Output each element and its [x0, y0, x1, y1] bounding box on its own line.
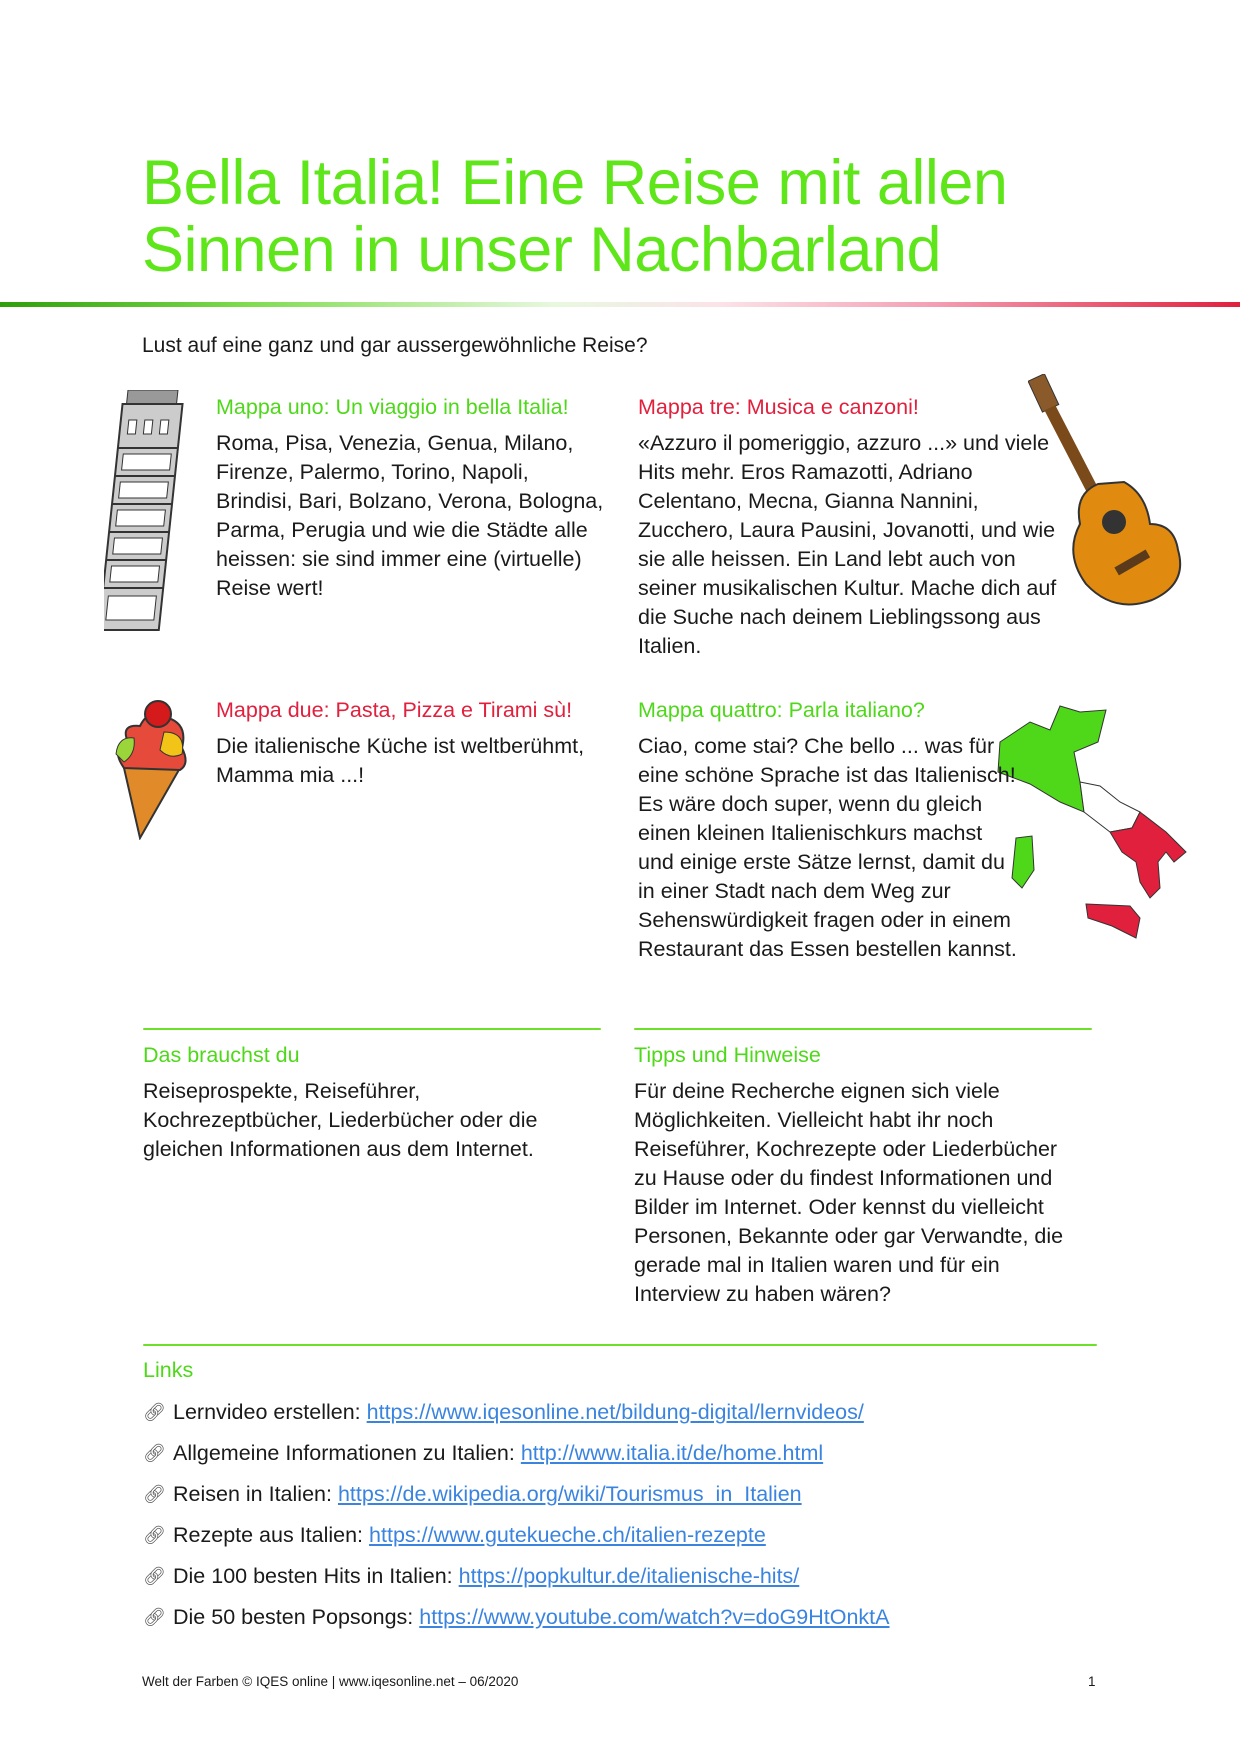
link-item — [143, 1392, 1103, 1433]
section-body: Roma, Pisa, Venezia, Genua, Milano, Firenze, Palermo, Torino, Napoli, Brindisi, Bari, Bolzano, Verona, Bologna, Parma, Perugia und wie die Städte alle heissen: sie sind immer eine (virtuelle) Reise wert! — [216, 431, 604, 600]
page-number: 1 — [1088, 1674, 1096, 1689]
link-url[interactable]: https://popkultur.de/italienische-hits/ — [458, 1564, 800, 1588]
link-item — [143, 1597, 1103, 1638]
link-item — [143, 1433, 1103, 1474]
section-body: Für deine Recherche eignen sich viele Möglichkeiten. Vielleicht habt ihr noch Reiseführer, Kochrezepte oder Liederbücher zu Hause oder du findest Informationen und Bilder im Internet. Oder kennst du vielleicht Personen, Bekannte oder gar Verwandte, die gerade mal in Italien waren und für ein Interview zu haben wären? — [634, 1079, 1064, 1306]
divider — [634, 1028, 1092, 1030]
section-heading: Das brauchst du — [143, 1043, 300, 1067]
link-icon: 🔗︎ — [143, 1443, 166, 1463]
leaning-tower-illustration — [104, 390, 200, 634]
section-mappa-tre — [638, 393, 1070, 661]
title-line-2: Sinnen in unser Nachbarland — [142, 215, 942, 285]
section-heading: Mappa quattro: Parla italiano? — [638, 698, 925, 722]
link-url[interactable]: https://www.iqesonline.net/bildung-digital/lernvideos/ — [366, 1400, 864, 1424]
section-body: Ciao, come stai? Che bello ... was für eine schöne Sprache ist das Italienisch! Es wäre doch super, wenn du gleich einen kleinen Italienischkurs machst und einige erste Sätze lernst, damit du in einer Stadt nach dem Weg zur Sehenswürdigkeit fragen oder in einem Restaurant das Essen bestellen kannst. — [638, 734, 1017, 961]
tips-section — [634, 1041, 1079, 1309]
link-url[interactable]: https://www.youtube.com/watch?v=doG9HtOnktA — [419, 1605, 890, 1629]
link-label: Die 50 besten Popsongs: — [173, 1605, 414, 1629]
links-section — [143, 1356, 1103, 1638]
section-body: Reiseprospekte, Reiseführer, Kochrezeptbücher, Liederbücher oder die gleichen Informationen aus dem Internet. — [143, 1079, 538, 1161]
link-label: Reisen in Italien: — [173, 1482, 332, 1506]
footer-text: Welt der Farben © IQES online | www.iqesonline.net – 06/2020 — [142, 1674, 519, 1689]
link-icon: 🔗︎ — [143, 1566, 166, 1586]
link-label: Die 100 besten Hits in Italien: — [173, 1564, 453, 1588]
link-icon: 🔗︎ — [143, 1607, 166, 1627]
links-list — [143, 1392, 1103, 1638]
divider — [143, 1344, 1097, 1346]
section-mappa-due — [216, 696, 606, 790]
link-item — [143, 1515, 1103, 1556]
link-item — [143, 1474, 1103, 1515]
section-heading: Tipps und Hinweise — [634, 1043, 821, 1067]
link-item — [143, 1556, 1103, 1597]
section-heading: Mappa tre: Musica e canzoni! — [638, 395, 919, 419]
section-mappa-uno — [216, 393, 606, 603]
ice-cream-illustration — [110, 698, 194, 840]
page-title — [142, 150, 1007, 284]
intro-text: Lust auf eine ganz und gar aussergewöhnliche Reise? — [142, 334, 648, 357]
link-label: Allgemeine Informationen zu Italien: — [173, 1441, 515, 1465]
section-heading: Mappa due: Pasta, Pizza e Tirami sù! — [216, 698, 573, 722]
section-mappa-quattro — [638, 696, 1018, 964]
link-icon: 🔗︎ — [143, 1484, 166, 1504]
link-icon: 🔗︎ — [143, 1402, 166, 1422]
italy-map-illustration — [990, 702, 1196, 942]
tricolor-rule — [0, 302, 1240, 307]
divider — [143, 1028, 601, 1030]
needs-section — [143, 1041, 593, 1164]
link-icon: 🔗︎ — [143, 1525, 166, 1545]
link-url[interactable]: http://www.italia.it/de/home.html — [520, 1441, 824, 1465]
title-line-1: Bella Italia! Eine Reise mit allen — [142, 148, 1008, 218]
links-heading: Links — [143, 1358, 194, 1382]
link-url[interactable]: https://www.gutekueche.ch/italien-rezepte — [369, 1523, 766, 1547]
link-label: Lernvideo erstellen: — [173, 1400, 361, 1424]
link-url[interactable]: https://de.wikipedia.org/wiki/Tourismus_in_Italien — [337, 1482, 802, 1506]
section-heading: Mappa uno: Un viaggio in bella Italia! — [216, 395, 569, 419]
link-label: Rezepte aus Italien: — [173, 1523, 364, 1547]
section-body: Die italienische Küche ist weltberühmt, Mamma mia ...! — [216, 734, 585, 787]
section-body: «Azzuro il pomeriggio, azzuro ...» und viele Hits mehr. Eros Ramazotti, Adriano Celentano, Mecna, Gianna Nannini, Zucchero, Laura Pausini, Jovanotti, und wie sie alle heissen. Ein Land lebt auch von seiner musikalischen Kultur. Mache dich auf die Suche nach deinem Lieblingssong aus Italien. — [638, 431, 1057, 658]
